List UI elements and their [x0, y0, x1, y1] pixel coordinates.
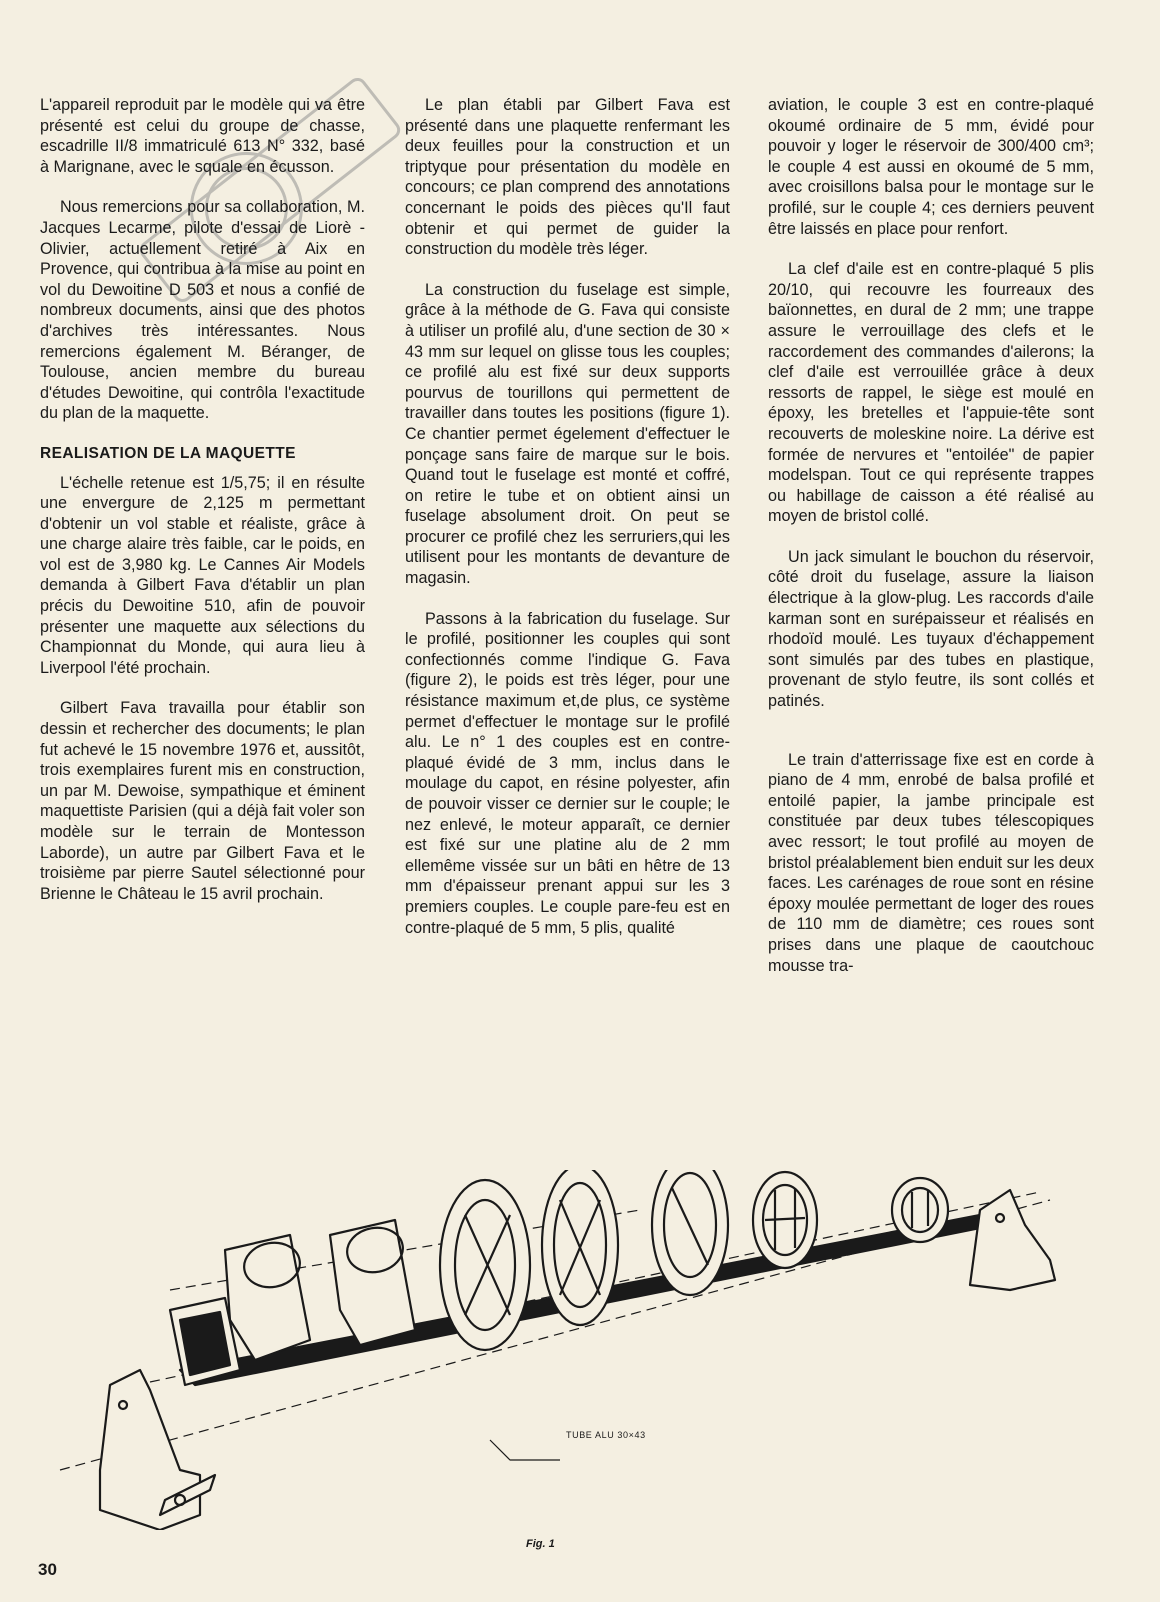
column-2 [405, 95, 730, 958]
column-3 [768, 95, 1094, 996]
col2-paragraph-2: La construction du fuselage est simple, grâce à la méthode de G. Fava qui consiste à utiliser un profilé alu, d'une section de 30 × 43 mm sur lequel on glisse tous les couples; ce profilé alu est fixé sur deux supports pourvus de tourillons qui permettent de travailler dans toutes les positions (figure 1). Ce chantier permet égelement d'effectuer le ponçage sans faire de marque sur le bois. Quand tout le fuselage est monté et coffré, on retire le tube et on obtient ainsi un fuselage absolument droit. On peut se procurer ce profilé chez les serruriers,qui les utilisent pour les montants de devanture de magasin. [405, 280, 730, 588]
col1-paragraph-1: L'appareil reproduit par le modèle qui va être présenté est celui du groupe de chasse, escadrille II/8 immatriculé 613 N° 332, basé à Marignane, avec le squale en écusson. [40, 96, 365, 176]
col3-paragraph-1: aviation, le couple 3 est en contre-plaqué okoumé ordinaire de 5 mm, évidé pour pouvoir y loger le réservoir de 300/400 cm³; le couple 4 est aussi en okoumé de 5 mm, avec croisillons balsa pour le montage sur le profilé, sur le couple 4; ces derniers peuvent être laissés en place pour renfort. [768, 96, 1094, 238]
figure-caption: Fig. 1 [526, 1538, 555, 1550]
col1-paragraph-4: Gilbert Fava travailla pour établir son dessin et rechercher des documents; le plan fut achevé le 15 novembre 1976 et, aussitôt, trois exemplaires furent mis en construction, un par M. Dewoise, sympathique et éminent maquettiste Parisien (qui a déjà fait voler son modèle sur le terrain de Montesson Laborde), un autre par Gilbert Fava et le troisième par pierre Sautel sélectionné pour Brienne le Château le 15 avril prochain. [40, 699, 365, 903]
col1-paragraph-2: Nous remercions pour sa collaboration, M. Jacques Lecarme, pilote d'essai de Liorè - Olivier, actuellement retiré à Aix en Provence, qui contribua à la mise au point en vol du Dewoitine D 503 et nous a confié de nombreux documents, ainsi que des photos d'archives très intéressantes. Nous remercions également M. Béranger, de Toulouse, ancien membre du bureau d'études Dewoitine, qui contrôla l'exactitude du plan de la maquette. [40, 198, 365, 423]
page-number: 30 [38, 1560, 57, 1579]
col1-paragraph-3: L'échelle retenue est 1/5,75; il en résulte une envergure de 2,125 m permettant d'obtenir un vol stable et réaliste, grâce à une charge alaire très faible, car le poids, en vol est de 3,980 kg. Le Cannes Air Models demanda à Gilbert Fava d'établir un plan précis du Dewoitine 510, afin de pouvoir présenter une maquette aux sélections du Championnat du Monde, qui aura lieu à Liverpool l'été prochain. [40, 473, 365, 677]
col2-paragraph-3: Passons à la fabrication du fuselage. Sur le profilé, positionner les couples qui sont confectionnés comme l'indique G. Fava (figure 2), le poids est très léger, pour une résistance maximum et,de plus, ce système permet d'effectuer le montage sur le profilé alu. Le n° 1 des couples est en contre-plaqué évidé de 3 mm, inclus dans le moulage du capot, en résine polyester, afin de pouvoir visser ce dernier sur le couple; le nez enlevé, le moteur apparaît, ce dernier est fixé sur une platine alu de 2 mm ellemême vissée sur un bâti en hêtre de 13 mm d'épaisseur prenant appui sur les 3 premiers couples. Le couple pare-feu est en contre-plaqué de 5 mm, 5 plis, qualité [405, 609, 730, 937]
col3-paragraph-3: Un jack simulant le bouchon du réservoir, côté droit du fuselage, assure la liaison électrique à la glow-plug. Les raccords d'aile karman sont en surépaisseur et réalisés en rhodoïd moulé. Les tuyaux d'échappement sont simulés par des tubes en plastique, provenant de stylo feutre, ils sont collés et patinés. [768, 547, 1094, 711]
tube-label: TUBE ALU 30×43 [566, 1430, 646, 1440]
column-1 [40, 95, 365, 924]
figure-1-drawing [40, 1170, 1120, 1530]
col3-paragraph-2: La clef d'aile est en contre-plaqué 5 plis 20/10, qui recouvre les fourreaux des baïonnettes, en dural de 2 mm; une trappe assure le verrouillage des clefs et le raccordement des commandes d'ailerons; la clef d'aile est verrouillée grâce à deux ressorts de rappel, le siège est moulé en époxy, les bretelles et l'appuie-tête sont recouverts de moleskine noire. La dérive est formée de nervures et "entoilée" de papier modelspan. Tout ce qui représente trappes ou habillage de caisson a été réalisé au moyen de bristol collé. [768, 260, 1094, 526]
section-heading: REALISATION DE LA MAQUETTE [40, 444, 296, 462]
col2-paragraph-1: Le plan établi par Gilbert Fava est présenté dans une plaquette renfermant les deux feuilles pour la construction et un triptyque pour présentation du modèle en concours; ce plan comprend des annotations concernant le poids des pièces qu'Il faut obtenir et qui permet de guider la construction du modèle très léger. [405, 96, 730, 259]
col3-paragraph-4: Le train d'atterrissage fixe est en corde à piano de 4 mm, enrobé de balsa profilé et entoilé papier, la jambe principale est constituée par deux tubes télescopiques avec ressort; le tout profilé au moyen de bristol préalablement bien enduit sur les deux faces. Les carénages de roue sont en résine époxy moulée permettant de loger des roues de 110 mm de diamètre; ces roues sont prises dans une plaque de caoutchouc mousse tra- [768, 750, 1094, 975]
